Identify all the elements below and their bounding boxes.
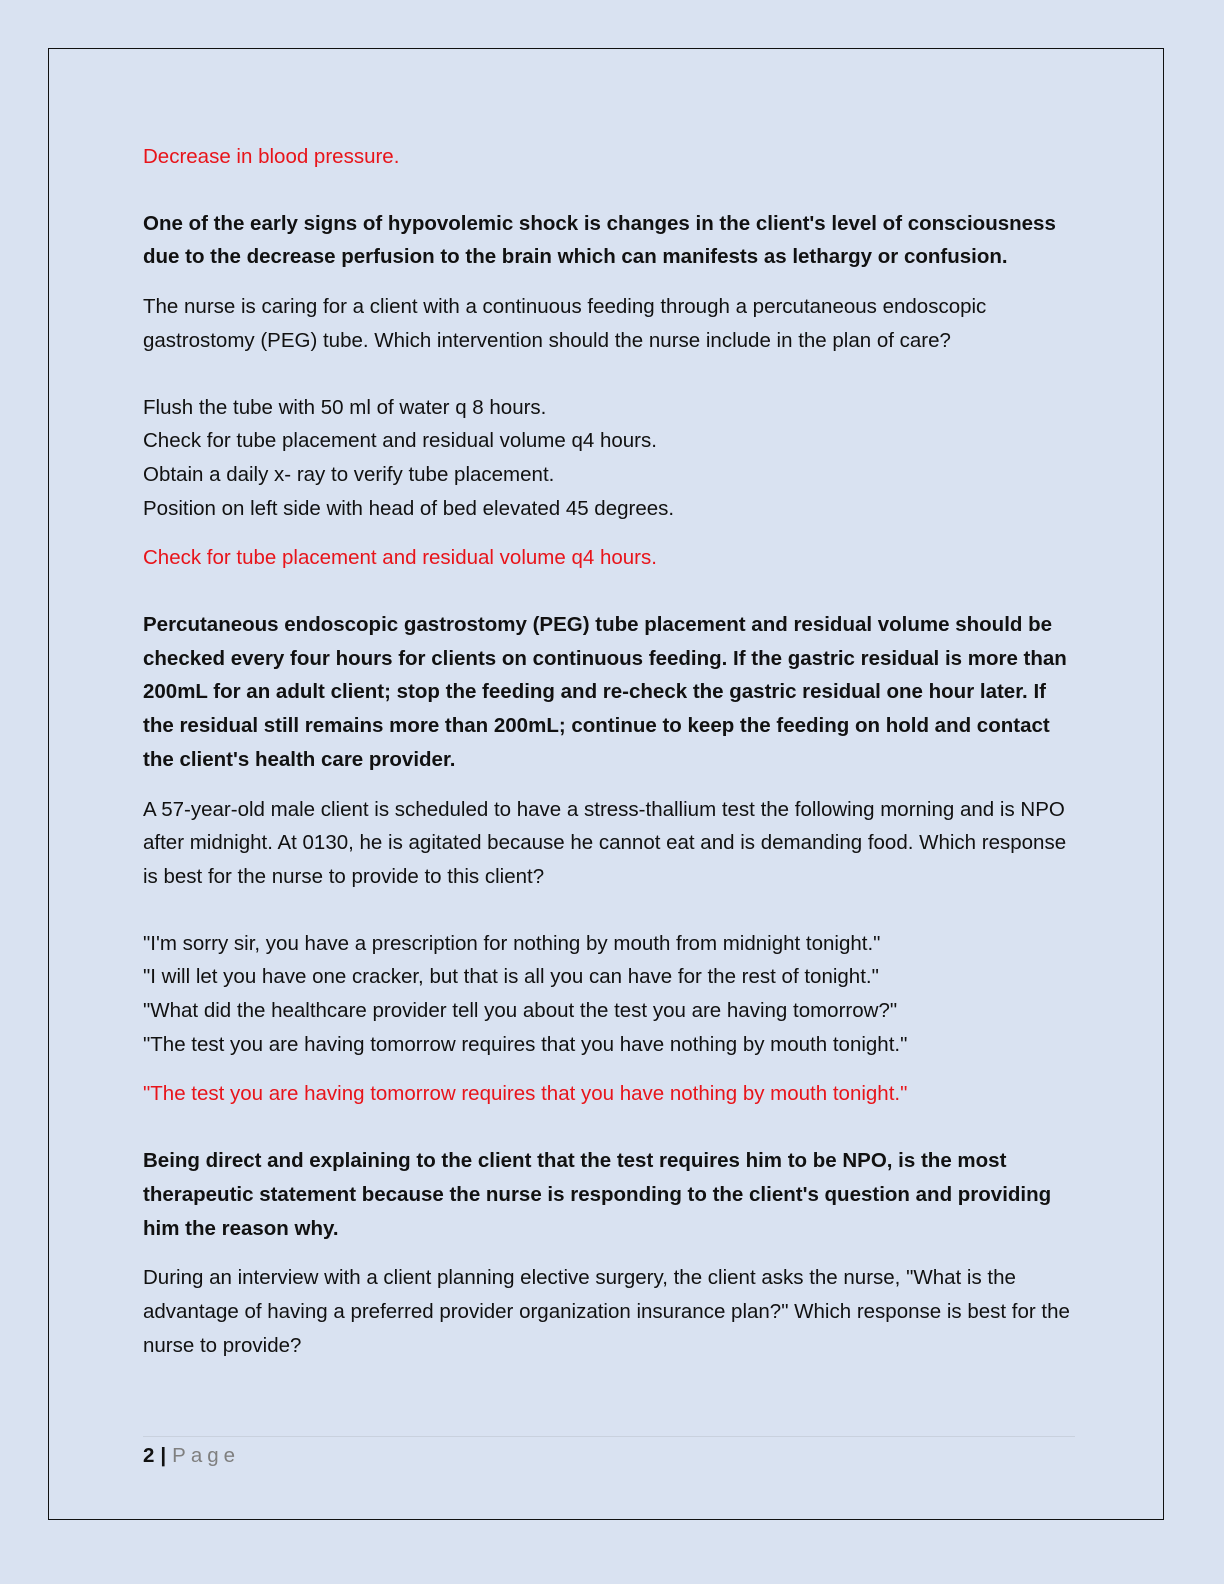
rationale-2: Percutaneous endoscopic gastrostomy (PEG) tube placement and residual volume should be checked every four hours for clients on continuous feeding. If the gastric residual is more than 200mL for an adult client; stop the feeding and re-check the gastric residual one hour later. If the residual still remains more than 200mL; continue to keep the feeding on hold and contact the client's health care provider. [143,613,1067,771]
page-label: Page [172,1444,241,1467]
options-3 [143,927,1078,1062]
footer-separator: | [160,1444,167,1467]
answer-2: Check for tube placement and residual volume q4 hours. [143,546,657,570]
page-footer [143,1436,1075,1471]
option-item: Position on left side with head of bed elevated 45 degrees. [143,496,675,520]
rationale-1: One of the early signs of hypovolemic shock is changes in the client's level of consciousness due to the decrease perfusion to the brain which can manifests as lethargy or confusion. [143,211,1056,269]
option-item: Check for tube placement and residual volume q4 hours. [143,429,657,453]
options-2 [143,391,1078,526]
option-item: Flush the tube with 50 ml of water q 8 hours. [143,395,547,419]
option-item: "What did the healthcare provider tell you about the test you are having tomorrow?" [143,999,898,1023]
option-item: "I'm sorry sir, you have a prescription for nothing by mouth from midnight tonight." [143,931,881,955]
answer-1: Decrease in blood pressure. [143,145,400,168]
page-number: 2 [143,1444,155,1467]
question-4: During an interview with a client planning elective surgery, the client asks the nurse, "What is the advantage of having a preferred provider organization insurance plan?" Which response is best for the nurse to provide? [143,1266,1070,1357]
question-3: A 57-year-old male client is scheduled to have a stress-thallium test the following morning and is NPO after midnight. At 0130, he is agitated because he cannot eat and is demanding food. Which response is best for the nurse to provide to this client? [143,797,1067,888]
answer-3: "The test you are having tomorrow requires that you have nothing by mouth tonight." [143,1082,908,1106]
rationale-3: Being direct and explaining to the client that the test requires him to be NPO, is the most therapeutic statement because the nurse is responding to the client's question and providing him the reason why. [143,1149,1052,1240]
question-2: The nurse is caring for a client with a continuous feeding through a percutaneous endoscopic gastrostomy (PEG) tube. Which intervention should the nurse include in the plan of care? [143,295,987,352]
option-item: "I will let you have one cracker, but that is all you can have for the rest of tonight." [143,965,879,989]
document-body [143,140,1078,1362]
option-item: Obtain a daily x- ray to verify tube placement. [143,462,555,486]
option-item: "The test you are having tomorrow requires that you have nothing by mouth tonight." [143,1032,908,1056]
